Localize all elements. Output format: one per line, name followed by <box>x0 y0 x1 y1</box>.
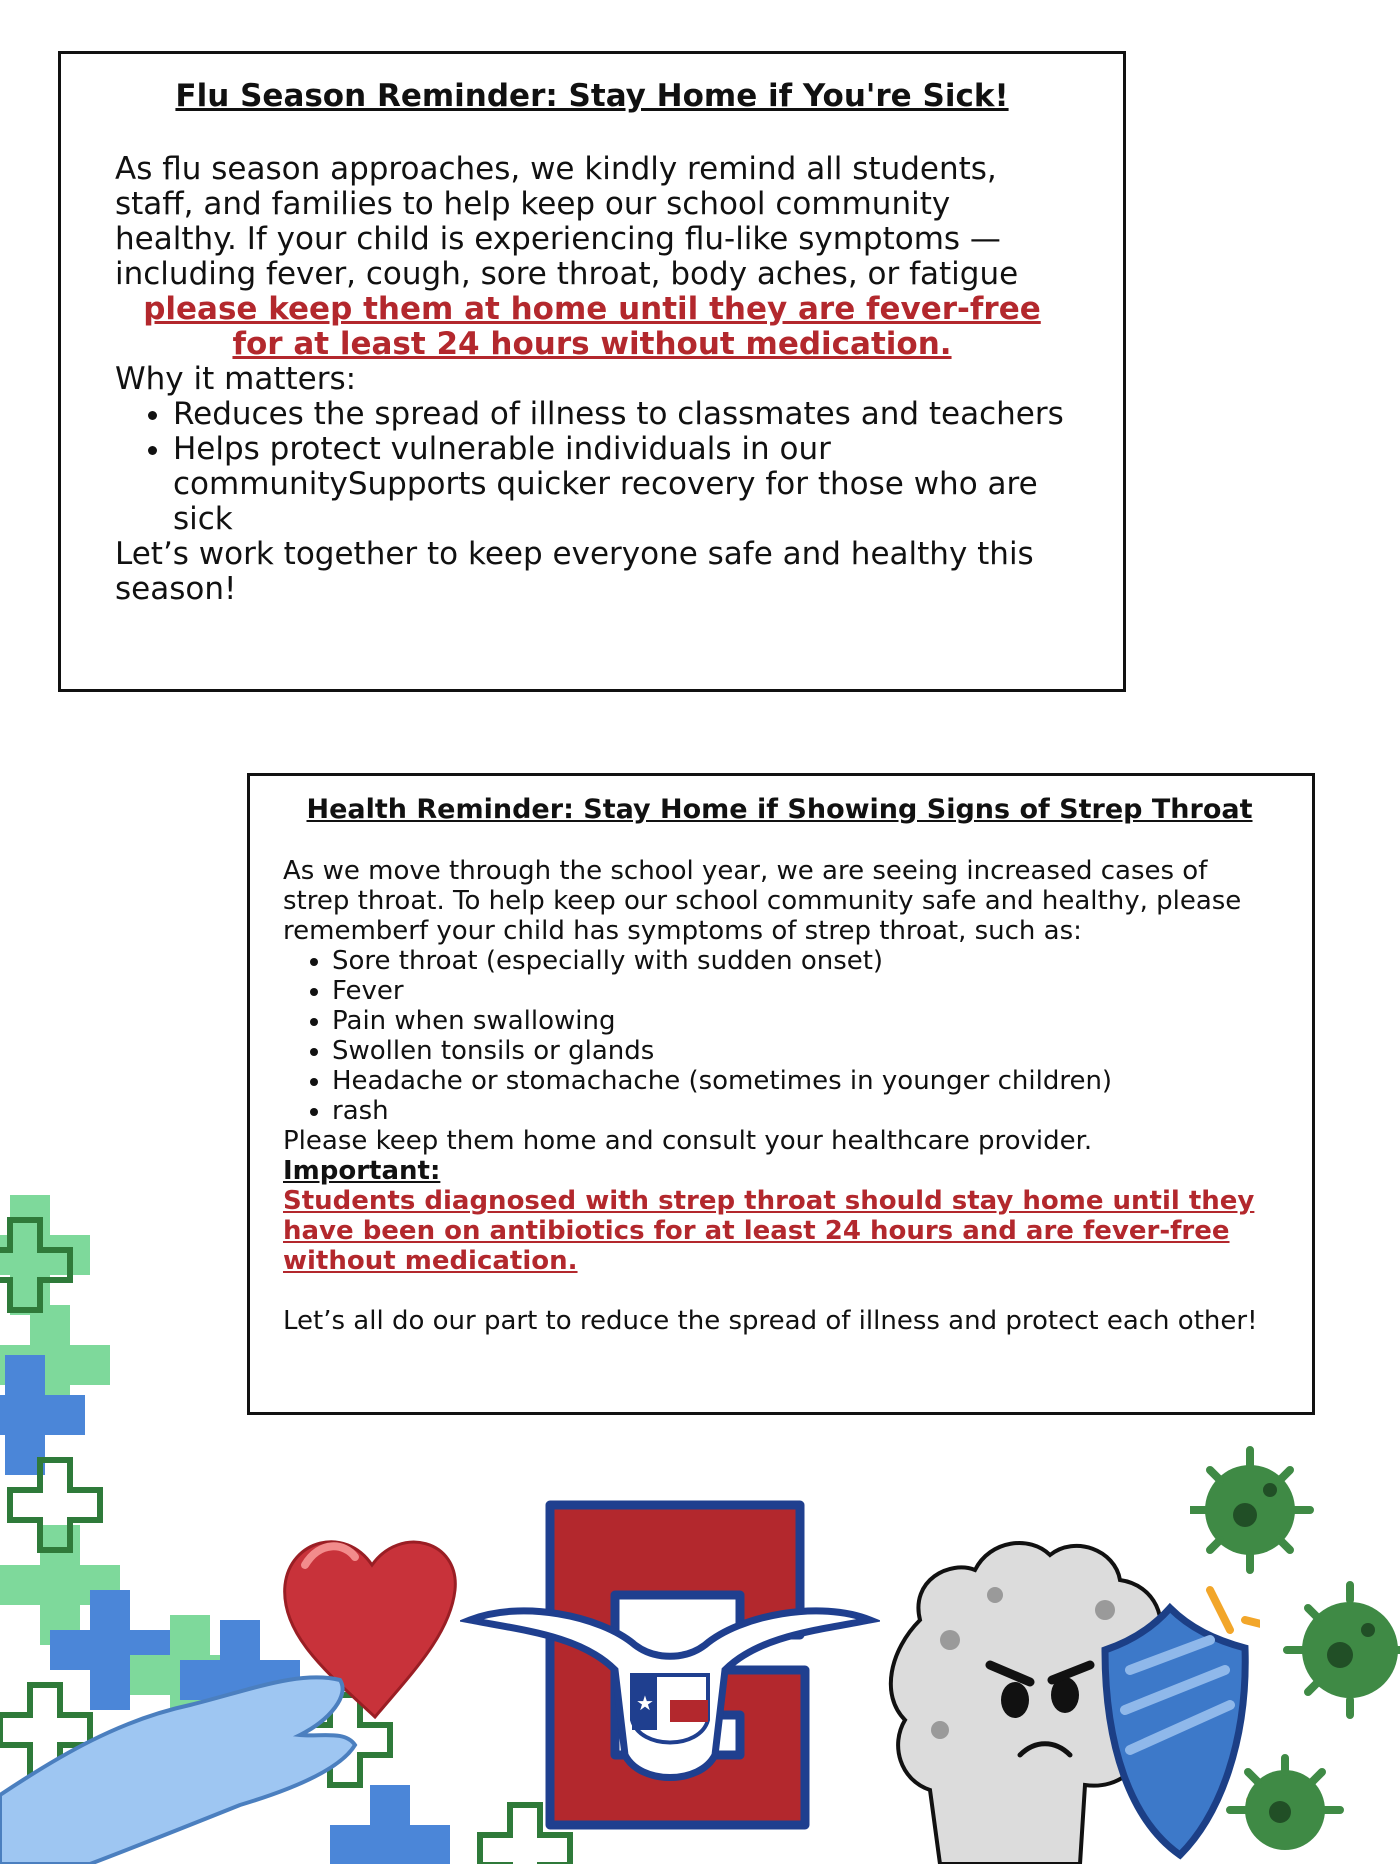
virus-icon <box>1190 1450 1310 1570</box>
list-item: • Helps protect vulnerable individuals in our communitySupports quicker recovery for those who are sick <box>173 432 1069 537</box>
flu-notice-box <box>58 51 1126 692</box>
flu-closing-text: Let’s work together to keep everyone safe and healthy this season! <box>115 536 1034 607</box>
strep-notice-title: Health Reminder: Stay Home if Showing Signs of Strep Throat <box>306 794 1253 825</box>
strep-symptom-list <box>283 946 1276 1126</box>
svg-text:★: ★ <box>636 1691 654 1715</box>
virus-cluster <box>1190 1440 1400 1864</box>
list-item: • Pain when swallowing <box>332 1006 1276 1036</box>
school-logo-icon <box>460 1495 880 1864</box>
list-item: • Reduces the spread of illness to classmates and teachers <box>173 397 1069 432</box>
virus-icon <box>1287 1585 1400 1715</box>
gloved-hand-icon <box>0 1677 355 1864</box>
flu-bullet-list <box>115 397 1069 537</box>
strep-consult-text: Please keep them home and consult your healthcare provider. <box>283 1126 1093 1156</box>
strep-closing-text: Let’s all do our part to reduce the spread of illness and protect each other! <box>283 1306 1258 1336</box>
flu-intro-text: As flu season approaches, we kindly remind all students, staff, and families to help keep our school community healthy. If your child is experiencing flu-like symptoms — including fever, cough, sore throat, body aches, or fatigue <box>115 151 1019 292</box>
flu-why-label: Why it matters: <box>115 361 357 397</box>
strep-important-label: Important: <box>283 1156 441 1186</box>
strep-important-text: Students diagnosed with strep throat should stay home until they have been on antibiotics for at least 24 hours and are fever-free without medication. <box>283 1186 1255 1276</box>
list-item: • Fever <box>332 976 1276 1006</box>
flu-notice-title: Flu Season Reminder: Stay Home if You're Sick! <box>175 78 1009 114</box>
virus-icon <box>1230 1758 1340 1850</box>
heart-hand-illustration <box>0 1505 460 1864</box>
list-item: • Sore throat (especially with sudden onset) <box>332 946 1276 976</box>
list-item: • Swollen tonsils or glands <box>332 1036 1276 1066</box>
strep-intro-text: As we move through the school year, we are seeing increased cases of strep throat. To help keep our school community safe and healthy, please rememberf your child has symptoms of strep throat, such as: <box>283 856 1242 946</box>
list-item: • rash <box>332 1096 1276 1126</box>
flu-emphasis-text: please keep them at home until they are fever-free for at least 24 hours without medication. <box>143 291 1041 362</box>
list-item: • Headache or stomachache (sometimes in younger children) <box>332 1066 1276 1096</box>
